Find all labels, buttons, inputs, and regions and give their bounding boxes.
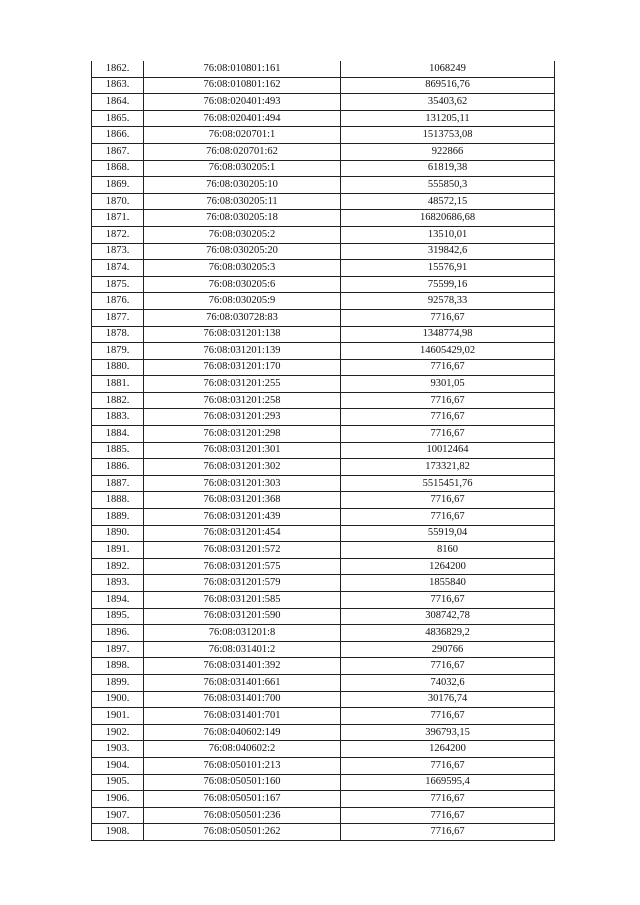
table-row [92, 625, 555, 642]
row-number-cell: 1899. [92, 674, 144, 691]
table-row [92, 824, 555, 841]
row-number-cell: 1901. [92, 708, 144, 725]
cadastral-number-cell: 76:08:050501:167 [144, 791, 341, 808]
cadastral-number-cell: 76:08:031201:302 [144, 459, 341, 476]
table-row [92, 326, 555, 343]
value-cell: 8160 [341, 542, 555, 559]
value-cell: 9301,05 [341, 376, 555, 393]
cadastral-number-cell: 76:08:031201:303 [144, 475, 341, 492]
table-row [92, 243, 555, 260]
table-body [92, 61, 555, 840]
cadastral-number-cell: 76:08:030205:3 [144, 260, 341, 277]
cadastral-number-cell: 76:08:040602:2 [144, 741, 341, 758]
row-number-cell: 1889. [92, 509, 144, 526]
value-cell: 5515451,76 [341, 475, 555, 492]
cadastral-number-cell: 76:08:020401:493 [144, 94, 341, 111]
cadastral-number-cell: 76:08:010801:161 [144, 61, 341, 77]
table-row [92, 226, 555, 243]
table-row [92, 674, 555, 691]
row-number-cell: 1902. [92, 724, 144, 741]
row-number-cell: 1897. [92, 641, 144, 658]
table-row [92, 376, 555, 393]
value-cell: 7716,67 [341, 708, 555, 725]
value-cell: 555850,3 [341, 177, 555, 194]
cadastral-number-cell: 76:08:031201:301 [144, 442, 341, 459]
value-cell: 7716,67 [341, 492, 555, 509]
table-row [92, 708, 555, 725]
row-number-cell: 1866. [92, 127, 144, 144]
table-row [92, 724, 555, 741]
cadastral-number-cell: 76:08:031201:454 [144, 525, 341, 542]
row-number-cell: 1906. [92, 791, 144, 808]
table-row [92, 343, 555, 360]
value-cell: 308742,78 [341, 608, 555, 625]
value-cell: 16820686,68 [341, 210, 555, 227]
value-cell: 74032,6 [341, 674, 555, 691]
row-number-cell: 1886. [92, 459, 144, 476]
cadastral-number-cell: 76:08:031201:585 [144, 592, 341, 609]
value-cell: 55919,04 [341, 525, 555, 542]
row-number-cell: 1895. [92, 608, 144, 625]
row-number-cell: 1891. [92, 542, 144, 559]
cadastral-number-cell: 76:08:010801:162 [144, 77, 341, 94]
value-cell: 7716,67 [341, 409, 555, 426]
row-number-cell: 1867. [92, 143, 144, 160]
value-cell: 1855840 [341, 575, 555, 592]
cadastral-number-cell: 76:08:030205:9 [144, 293, 341, 310]
cadastral-number-cell: 76:08:031201:590 [144, 608, 341, 625]
table-row [92, 509, 555, 526]
row-number-cell: 1900. [92, 691, 144, 708]
cadastral-number-cell: 76:08:020701:1 [144, 127, 341, 144]
cadastral-number-cell: 76:08:020401:494 [144, 110, 341, 127]
row-number-cell: 1877. [92, 309, 144, 326]
table-row [92, 807, 555, 824]
table-row [92, 193, 555, 210]
table-row [92, 558, 555, 575]
cadastral-number-cell: 76:08:050501:236 [144, 807, 341, 824]
row-number-cell: 1871. [92, 210, 144, 227]
row-number-cell: 1880. [92, 359, 144, 376]
value-cell: 15576,91 [341, 260, 555, 277]
value-cell: 290766 [341, 641, 555, 658]
table-row [92, 143, 555, 160]
row-number-cell: 1883. [92, 409, 144, 426]
cadastral-number-cell: 76:08:050501:262 [144, 824, 341, 841]
value-cell: 7716,67 [341, 509, 555, 526]
row-number-cell: 1868. [92, 160, 144, 177]
row-number-cell: 1887. [92, 475, 144, 492]
table-row [92, 608, 555, 625]
cadastral-number-cell: 76:08:031401:700 [144, 691, 341, 708]
table-row [92, 774, 555, 791]
row-number-cell: 1870. [92, 193, 144, 210]
cadastral-number-cell: 76:08:031201:170 [144, 359, 341, 376]
value-cell: 14605429,02 [341, 343, 555, 360]
cadastral-value-table [91, 61, 555, 841]
cadastral-number-cell: 76:08:050101:213 [144, 757, 341, 774]
cadastral-number-cell: 76:08:030205:11 [144, 193, 341, 210]
row-number-cell: 1873. [92, 243, 144, 260]
value-cell: 1669595,4 [341, 774, 555, 791]
table-row [92, 475, 555, 492]
value-cell: 7716,67 [341, 807, 555, 824]
cadastral-number-cell: 76:08:030205:6 [144, 276, 341, 293]
row-number-cell: 1885. [92, 442, 144, 459]
value-cell: 7716,67 [341, 791, 555, 808]
cadastral-number-cell: 76:08:030205:2 [144, 226, 341, 243]
row-number-cell: 1872. [92, 226, 144, 243]
table-row [92, 525, 555, 542]
table-row [92, 791, 555, 808]
table-row [92, 575, 555, 592]
row-number-cell: 1893. [92, 575, 144, 592]
table-row [92, 392, 555, 409]
value-cell: 30176,74 [341, 691, 555, 708]
value-cell: 35403,62 [341, 94, 555, 111]
row-number-cell: 1882. [92, 392, 144, 409]
cadastral-number-cell: 76:08:050501:160 [144, 774, 341, 791]
value-cell: 1264200 [341, 741, 555, 758]
table-row [92, 641, 555, 658]
table-row [92, 492, 555, 509]
cadastral-number-cell: 76:08:031201:8 [144, 625, 341, 642]
row-number-cell: 1878. [92, 326, 144, 343]
table-row [92, 442, 555, 459]
cadastral-number-cell: 76:08:031201:368 [144, 492, 341, 509]
row-number-cell: 1863. [92, 77, 144, 94]
cadastral-number-cell: 76:08:031201:138 [144, 326, 341, 343]
table-row [92, 741, 555, 758]
cadastral-number-cell: 76:08:030205:20 [144, 243, 341, 260]
table-row [92, 260, 555, 277]
cadastral-number-cell: 76:08:031201:255 [144, 376, 341, 393]
value-cell: 319842,6 [341, 243, 555, 260]
table-row [92, 309, 555, 326]
cadastral-number-cell: 76:08:031401:701 [144, 708, 341, 725]
cadastral-number-cell: 76:08:030205:18 [144, 210, 341, 227]
cadastral-number-cell: 76:08:031201:575 [144, 558, 341, 575]
cadastral-number-cell: 76:08:031201:293 [144, 409, 341, 426]
row-number-cell: 1888. [92, 492, 144, 509]
row-number-cell: 1884. [92, 426, 144, 443]
value-cell: 7716,67 [341, 359, 555, 376]
value-cell: 7716,67 [341, 426, 555, 443]
table-row [92, 110, 555, 127]
row-number-cell: 1898. [92, 658, 144, 675]
row-number-cell: 1876. [92, 293, 144, 310]
table-row [92, 210, 555, 227]
value-cell: 1348774,98 [341, 326, 555, 343]
row-number-cell: 1869. [92, 177, 144, 194]
row-number-cell: 1894. [92, 592, 144, 609]
row-number-cell: 1879. [92, 343, 144, 360]
table-row [92, 426, 555, 443]
row-number-cell: 1890. [92, 525, 144, 542]
row-number-cell: 1896. [92, 625, 144, 642]
value-cell: 869516,76 [341, 77, 555, 94]
row-number-cell: 1905. [92, 774, 144, 791]
table-row [92, 542, 555, 559]
cadastral-number-cell: 76:08:030205:1 [144, 160, 341, 177]
cadastral-number-cell: 76:08:031201:579 [144, 575, 341, 592]
value-cell: 7716,67 [341, 592, 555, 609]
cadastral-number-cell: 76:08:030728:83 [144, 309, 341, 326]
value-cell: 61819,38 [341, 160, 555, 177]
value-cell: 396793,15 [341, 724, 555, 741]
table-row [92, 160, 555, 177]
value-cell: 7716,67 [341, 309, 555, 326]
table-row [92, 61, 555, 77]
cadastral-number-cell: 76:08:031401:661 [144, 674, 341, 691]
table-row [92, 94, 555, 111]
cadastral-number-cell: 76:08:031201:258 [144, 392, 341, 409]
value-cell: 13510,01 [341, 226, 555, 243]
cadastral-number-cell: 76:08:031401:2 [144, 641, 341, 658]
table-row [92, 177, 555, 194]
table-row [92, 77, 555, 94]
value-cell: 922866 [341, 143, 555, 160]
value-cell: 92578,33 [341, 293, 555, 310]
row-number-cell: 1864. [92, 94, 144, 111]
cadastral-number-cell: 76:08:031201:572 [144, 542, 341, 559]
row-number-cell: 1908. [92, 824, 144, 841]
value-cell: 131205,11 [341, 110, 555, 127]
table-row [92, 592, 555, 609]
value-cell: 7716,67 [341, 757, 555, 774]
row-number-cell: 1903. [92, 741, 144, 758]
row-number-cell: 1874. [92, 260, 144, 277]
table-row [92, 658, 555, 675]
value-cell: 48572,15 [341, 193, 555, 210]
value-cell: 10012464 [341, 442, 555, 459]
cadastral-number-cell: 76:08:020701:62 [144, 143, 341, 160]
table-row [92, 359, 555, 376]
cadastral-number-cell: 76:08:031201:439 [144, 509, 341, 526]
table-row [92, 276, 555, 293]
value-cell: 7716,67 [341, 392, 555, 409]
value-cell: 1068249 [341, 61, 555, 77]
row-number-cell: 1875. [92, 276, 144, 293]
cadastral-number-cell: 76:08:031401:392 [144, 658, 341, 675]
table-row [92, 757, 555, 774]
table-row [92, 409, 555, 426]
row-number-cell: 1892. [92, 558, 144, 575]
value-cell: 4836829,2 [341, 625, 555, 642]
cadastral-number-cell: 76:08:031201:298 [144, 426, 341, 443]
value-cell: 1513753,08 [341, 127, 555, 144]
value-cell: 173321,82 [341, 459, 555, 476]
value-cell: 1264200 [341, 558, 555, 575]
table-row [92, 293, 555, 310]
value-cell: 75599,16 [341, 276, 555, 293]
row-number-cell: 1865. [92, 110, 144, 127]
row-number-cell: 1907. [92, 807, 144, 824]
cadastral-number-cell: 76:08:031201:139 [144, 343, 341, 360]
value-cell: 7716,67 [341, 658, 555, 675]
cadastral-number-cell: 76:08:030205:10 [144, 177, 341, 194]
row-number-cell: 1862. [92, 61, 144, 77]
value-cell: 7716,67 [341, 824, 555, 841]
row-number-cell: 1881. [92, 376, 144, 393]
row-number-cell: 1904. [92, 757, 144, 774]
table-row [92, 691, 555, 708]
table-row [92, 459, 555, 476]
cadastral-number-cell: 76:08:040602:149 [144, 724, 341, 741]
table-row [92, 127, 555, 144]
